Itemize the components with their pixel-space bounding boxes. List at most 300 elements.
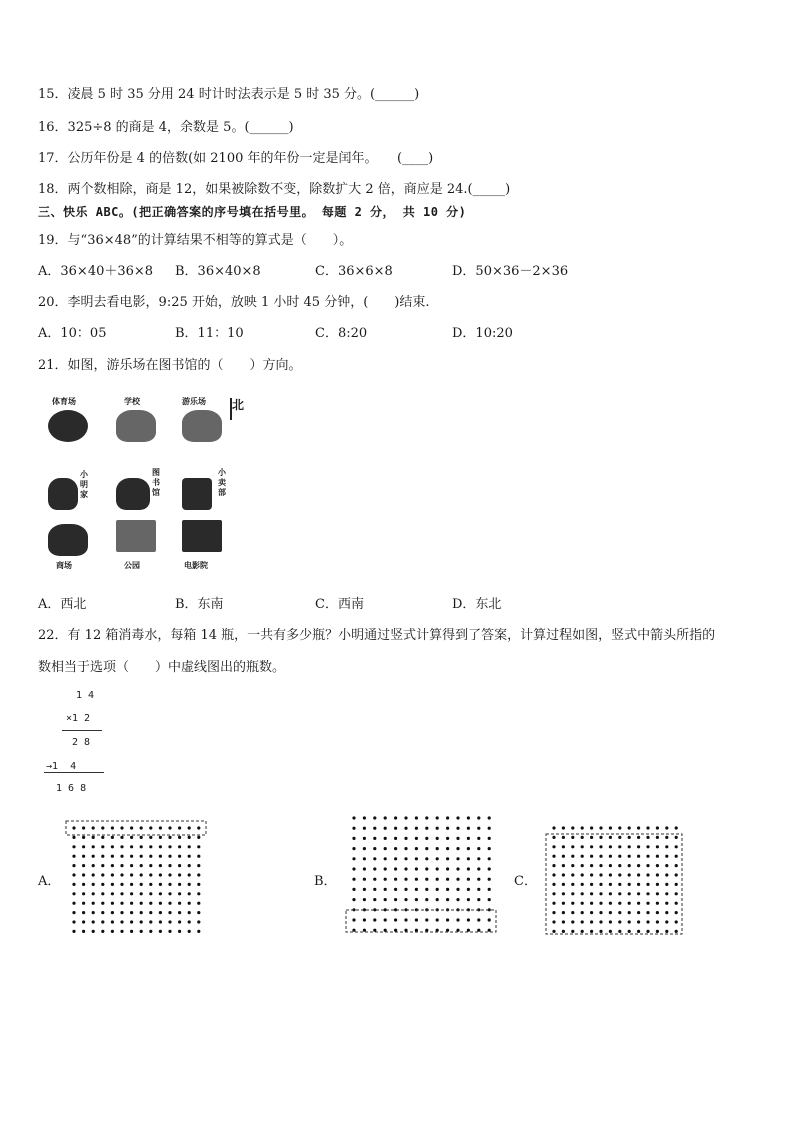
bottle-dot: [415, 847, 418, 850]
bottle-dot: [130, 883, 133, 886]
bottle-dot: [415, 918, 418, 921]
bottle-dot: [352, 929, 355, 932]
bottle-dot: [646, 902, 649, 905]
bottle-dot: [436, 847, 439, 850]
bottle-dot: [562, 873, 565, 876]
map-park: 公园: [112, 518, 160, 570]
bottle-dot: [82, 855, 85, 858]
bottle-dot: [599, 864, 602, 867]
bottle-dot: [628, 911, 631, 914]
bottle-dot: [120, 855, 123, 858]
bottle-dot: [590, 826, 593, 829]
bottle-dot: [436, 827, 439, 830]
bottle-dot: [599, 920, 602, 923]
bottle-dot: [92, 930, 95, 933]
bottle-dot: [477, 857, 480, 860]
bottle-dot: [562, 845, 565, 848]
bottle-dot: [581, 930, 584, 933]
bottle-dot: [467, 837, 470, 840]
q20-option-d: D．10:20: [452, 326, 513, 341]
bottle-dot: [188, 911, 191, 914]
bottle-dot: [477, 898, 480, 901]
bottle-dot: [168, 836, 171, 839]
stadium-icon: [48, 410, 88, 442]
bottle-dot: [665, 920, 668, 923]
bottle-dot: [149, 892, 152, 895]
bottle-dot: [637, 911, 640, 914]
bottle-dot: [415, 898, 418, 901]
bottle-dot: [82, 826, 85, 829]
library-icon: [116, 478, 150, 510]
bottle-dot: [425, 867, 428, 870]
bottle-dot: [446, 827, 449, 830]
bottle-dot: [571, 883, 574, 886]
bottle-dot: [477, 867, 480, 870]
bottle-dot: [446, 857, 449, 860]
school-icon: [116, 410, 156, 442]
q20-option-a: A．10：05: [38, 326, 107, 341]
bottle-dot: [159, 930, 162, 933]
bottle-dot: [656, 892, 659, 895]
bottle-dot: [618, 902, 621, 905]
bottle-dot: [111, 836, 114, 839]
bottle-dot: [72, 873, 75, 876]
bottle-dot: [140, 883, 143, 886]
bottle-dot: [446, 867, 449, 870]
bottle-dot: [562, 920, 565, 923]
bottle-dot: [456, 898, 459, 901]
bottle-dot: [140, 873, 143, 876]
bottle-dot: [384, 888, 387, 891]
bottle-dot: [404, 878, 407, 881]
option-c-dot-grid: [544, 818, 686, 938]
map-mall: 商场: [44, 518, 92, 570]
bottle-dot: [477, 918, 480, 921]
bottle-dot: [446, 929, 449, 932]
bottle-dot: [628, 930, 631, 933]
bottle-dot: [159, 883, 162, 886]
bottle-dot: [656, 930, 659, 933]
bottle-dot: [571, 911, 574, 914]
question-16: 16．325÷8 的商是 4，余数是 5。(______): [38, 120, 294, 135]
q21-option-a: A．西北: [38, 597, 87, 612]
bottle-dot: [646, 930, 649, 933]
vertical-row-4-arrow: →1 4: [46, 761, 77, 772]
bottle-dot: [599, 845, 602, 848]
bottle-dot: [120, 845, 123, 848]
bottle-dot: [72, 883, 75, 886]
bottle-dot: [488, 847, 491, 850]
bottle-dot: [552, 855, 555, 858]
bottle-dot: [149, 864, 152, 867]
bottle-dot: [599, 892, 602, 895]
bottle-dot: [436, 816, 439, 819]
bottle-dot: [82, 845, 85, 848]
bottle-dot: [130, 873, 133, 876]
bottle-dot: [581, 920, 584, 923]
bottle-dot: [571, 864, 574, 867]
bottle-dot: [436, 837, 439, 840]
bottle-dot: [130, 892, 133, 895]
bottle-dot: [188, 892, 191, 895]
bottle-dot: [101, 911, 104, 914]
bottle-dot: [456, 888, 459, 891]
bottle-dot: [609, 883, 612, 886]
bottle-dot: [384, 867, 387, 870]
bottle-dot: [477, 827, 480, 830]
bottle-dot: [168, 930, 171, 933]
bottle-dot: [178, 836, 181, 839]
mall-icon: [48, 524, 88, 556]
bottle-dot: [665, 873, 668, 876]
bottle-dot: [149, 930, 152, 933]
bottle-dot: [646, 920, 649, 923]
bottle-dot: [140, 920, 143, 923]
bottle-dot: [120, 883, 123, 886]
bottle-dot: [82, 930, 85, 933]
question-17: 17．公历年份是 4 的倍数(如 2100 年的年份一定是闰年。 (____): [38, 151, 434, 166]
bottle-dot: [456, 816, 459, 819]
bottle-dot: [404, 857, 407, 860]
bottle-dot: [120, 930, 123, 933]
bottle-dot: [488, 878, 491, 881]
vertical-rule-2: [44, 772, 104, 773]
north-label: 北: [232, 398, 245, 412]
bottle-dot: [101, 873, 104, 876]
bottle-dot: [352, 827, 355, 830]
bottle-dot: [168, 826, 171, 829]
bottle-dot: [562, 864, 565, 867]
question-20-stem: 20．李明去看电影，9:25 开始，放映 1 小时 45 分钟，( )结束.: [38, 295, 430, 310]
bottle-dot: [82, 873, 85, 876]
bottle-dot: [467, 816, 470, 819]
bottle-dot: [656, 836, 659, 839]
bottle-dot: [562, 855, 565, 858]
bottle-dot: [188, 883, 191, 886]
bottle-dot: [646, 836, 649, 839]
bottle-dot: [178, 902, 181, 905]
bottle-dot: [628, 826, 631, 829]
bottle-dot: [384, 827, 387, 830]
bottle-dot: [168, 873, 171, 876]
bottle-dot: [581, 892, 584, 895]
bottle-dot: [111, 883, 114, 886]
bottle-dot: [425, 837, 428, 840]
bottle-dot: [111, 873, 114, 876]
bottle-dot: [415, 929, 418, 932]
bottle-dot: [363, 929, 366, 932]
bottle-dot: [404, 816, 407, 819]
bottle-dot: [188, 930, 191, 933]
bottle-dot: [581, 883, 584, 886]
bottle-dot: [590, 845, 593, 848]
bottle-dot: [618, 836, 621, 839]
question-22-stem-line2: 数相当于选项（ ）中虚线图出的瓶数。: [38, 660, 286, 675]
bottle-dot: [552, 902, 555, 905]
option-b-dot-grid: [344, 810, 500, 938]
bottle-dot: [477, 847, 480, 850]
bottle-dot: [467, 929, 470, 932]
bottle-dot: [436, 878, 439, 881]
bottle-dot: [82, 864, 85, 867]
bottle-dot: [552, 911, 555, 914]
bottle-dot: [552, 826, 555, 829]
bottle-dot: [446, 847, 449, 850]
bottle-dot: [72, 836, 75, 839]
bottle-dot: [101, 902, 104, 905]
bottle-dot: [415, 857, 418, 860]
bottle-dot: [628, 892, 631, 895]
bottle-dot: [552, 864, 555, 867]
bottle-dot: [599, 930, 602, 933]
bottle-dot: [130, 836, 133, 839]
bottle-dot: [590, 883, 593, 886]
bottle-dot: [92, 911, 95, 914]
bottle-dot: [373, 929, 376, 932]
bottle-dot: [590, 930, 593, 933]
bottle-dot: [394, 827, 397, 830]
bottle-dot: [363, 827, 366, 830]
question-19-stem: 19．与“36×48”的计算结果不相等的算式是（ ）。: [38, 233, 353, 248]
bottle-dot: [111, 826, 114, 829]
option-a-dot-grid: [64, 818, 210, 938]
bottle-dot: [590, 920, 593, 923]
bottle-dot: [599, 836, 602, 839]
question-15: 15．凌晨 5 时 35 分用 24 时计时法表示是 5 时 35 分。(______): [38, 87, 420, 102]
bottle-dot: [82, 911, 85, 914]
bottle-dot: [665, 902, 668, 905]
bottle-dot: [384, 929, 387, 932]
bottle-dot: [404, 837, 407, 840]
bottle-dot: [581, 855, 584, 858]
bottle-dot: [130, 845, 133, 848]
bottle-dot: [436, 918, 439, 921]
bottle-dot: [599, 902, 602, 905]
bottle-dot: [404, 929, 407, 932]
bottle-dot: [425, 918, 428, 921]
bottle-dot: [140, 892, 143, 895]
bottle-dot: [72, 902, 75, 905]
map-stadium: 体育场: [44, 396, 92, 448]
bottle-dot: [178, 845, 181, 848]
bottle-dot: [628, 902, 631, 905]
bottle-dot: [120, 911, 123, 914]
bottle-dot: [562, 902, 565, 905]
bottle-dot: [415, 837, 418, 840]
bottle-dot: [92, 845, 95, 848]
bottle-dot: [92, 920, 95, 923]
bottle-dot: [140, 864, 143, 867]
bottle-dot: [609, 902, 612, 905]
bottle-dot: [197, 855, 200, 858]
bottle-dot: [373, 827, 376, 830]
bottle-dot: [456, 857, 459, 860]
bottle-dot: [675, 864, 678, 867]
bottle-dot: [101, 864, 104, 867]
bottle-dot: [675, 920, 678, 923]
bottle-dot: [363, 898, 366, 901]
bottle-dot: [456, 929, 459, 932]
bottle-dot: [394, 929, 397, 932]
bottle-dot: [149, 920, 152, 923]
bottle-dot: [618, 930, 621, 933]
bottle-dot: [628, 920, 631, 923]
bottle-dot: [140, 845, 143, 848]
map-library: 图书馆: [112, 464, 160, 516]
bottle-dot: [599, 826, 602, 829]
map-xiaoming-home: 小明家: [44, 464, 92, 516]
bottle-dot: [446, 898, 449, 901]
bottle-dot: [394, 878, 397, 881]
bottle-dot: [352, 867, 355, 870]
bottle-dot: [618, 845, 621, 848]
bottle-dot: [590, 873, 593, 876]
bottle-dot: [590, 902, 593, 905]
bottle-dot: [456, 878, 459, 881]
amusement-park-icon: [182, 410, 222, 442]
bottle-dot: [373, 867, 376, 870]
bottle-dot: [159, 826, 162, 829]
bottle-dot: [373, 918, 376, 921]
bottle-dot: [425, 898, 428, 901]
bottle-dot: [394, 837, 397, 840]
bottle-dot: [581, 826, 584, 829]
bottle-dot: [101, 920, 104, 923]
bottle-dot: [415, 816, 418, 819]
bottle-dot: [646, 883, 649, 886]
bottle-dot: [188, 920, 191, 923]
bottle-dot: [130, 864, 133, 867]
bottle-dot: [599, 855, 602, 858]
bottle-dot: [101, 892, 104, 895]
bottle-dot: [92, 883, 95, 886]
bottle-dot: [130, 920, 133, 923]
bottle-dot: [637, 892, 640, 895]
bottle-dot: [488, 888, 491, 891]
bottle-dot: [488, 867, 491, 870]
bottle-dot: [111, 930, 114, 933]
shop-icon: [182, 478, 212, 510]
bottle-dot: [352, 918, 355, 921]
bottle-dot: [609, 920, 612, 923]
bottle-dot: [72, 930, 75, 933]
bottle-dot: [609, 855, 612, 858]
bottle-dot: [415, 888, 418, 891]
bottle-dot: [111, 920, 114, 923]
bottle-dot: [628, 864, 631, 867]
bottle-dot: [562, 930, 565, 933]
bottle-dot: [72, 864, 75, 867]
bottle-dot: [656, 855, 659, 858]
q21-option-c: C．西南: [315, 597, 364, 612]
bottle-dot: [159, 836, 162, 839]
bottle-dot: [149, 911, 152, 914]
bottle-dot: [477, 878, 480, 881]
bottle-dot: [168, 902, 171, 905]
bottle-dot: [92, 892, 95, 895]
q19-option-d: D．50×36－2×36: [452, 264, 569, 279]
dashed-highlight-box: [346, 910, 496, 932]
bottle-dot: [675, 836, 678, 839]
question-21-stem: 21．如图，游乐场在图书馆的（ ）方向。: [38, 358, 302, 373]
bottle-dot: [140, 836, 143, 839]
bottle-dot: [571, 845, 574, 848]
bottle-dot: [363, 857, 366, 860]
bottle-dot: [140, 826, 143, 829]
bottle-dot: [618, 864, 621, 867]
bottle-dot: [178, 892, 181, 895]
bottle-dot: [446, 816, 449, 819]
bottle-dot: [197, 930, 200, 933]
bottle-dot: [159, 855, 162, 858]
bottle-dot: [101, 855, 104, 858]
bottle-dot: [675, 855, 678, 858]
bottle-dot: [590, 836, 593, 839]
bottle-dot: [363, 888, 366, 891]
bottle-dot: [628, 873, 631, 876]
cinema-icon: [182, 520, 222, 552]
bottle-dot: [675, 902, 678, 905]
bottle-dot: [571, 826, 574, 829]
bottle-dot: [197, 920, 200, 923]
bottle-dot: [168, 911, 171, 914]
question-22-stem-line1: 22．有 12 箱消毒水，每箱 14 瓶，一共有多少瓶？小明通过竖式计算得到了答案，计算过程如图，竖式中箭头所指的: [38, 628, 716, 643]
bottle-dot: [552, 930, 555, 933]
bottle-dot: [665, 864, 668, 867]
bottle-dot: [581, 911, 584, 914]
bottle-dot: [646, 864, 649, 867]
bottle-dot: [618, 892, 621, 895]
bottle-dot: [628, 855, 631, 858]
bottle-dot: [456, 847, 459, 850]
bottle-dot: [467, 918, 470, 921]
dashed-highlight-box: [66, 821, 206, 835]
bottle-dot: [72, 826, 75, 829]
bottle-dot: [352, 816, 355, 819]
bottle-dot: [352, 888, 355, 891]
bottle-dot: [552, 920, 555, 923]
bottle-dot: [415, 827, 418, 830]
bottle-dot: [178, 873, 181, 876]
bottle-dot: [120, 826, 123, 829]
bottle-dot: [111, 855, 114, 858]
bottle-dot: [618, 911, 621, 914]
bottle-dot: [101, 930, 104, 933]
bottle-dot: [488, 929, 491, 932]
bottle-dot: [168, 883, 171, 886]
bottle-dot: [467, 857, 470, 860]
bottle-dot: [425, 888, 428, 891]
bottle-dot: [92, 864, 95, 867]
bottle-dot: [552, 836, 555, 839]
bottle-dot: [82, 836, 85, 839]
bottle-dot: [130, 930, 133, 933]
bottle-dot: [394, 918, 397, 921]
bottle-dot: [82, 920, 85, 923]
bottle-dot: [562, 892, 565, 895]
bottle-dot: [675, 883, 678, 886]
q19-option-c: C．36×6×8: [315, 264, 393, 279]
bottle-dot: [384, 878, 387, 881]
bottle-dot: [425, 929, 428, 932]
bottle-dot: [590, 864, 593, 867]
bottle-dot: [178, 864, 181, 867]
bottle-dot: [140, 902, 143, 905]
bottle-dot: [384, 918, 387, 921]
bottle-dot: [101, 883, 104, 886]
bottle-dot: [373, 857, 376, 860]
bottle-dot: [197, 902, 200, 905]
